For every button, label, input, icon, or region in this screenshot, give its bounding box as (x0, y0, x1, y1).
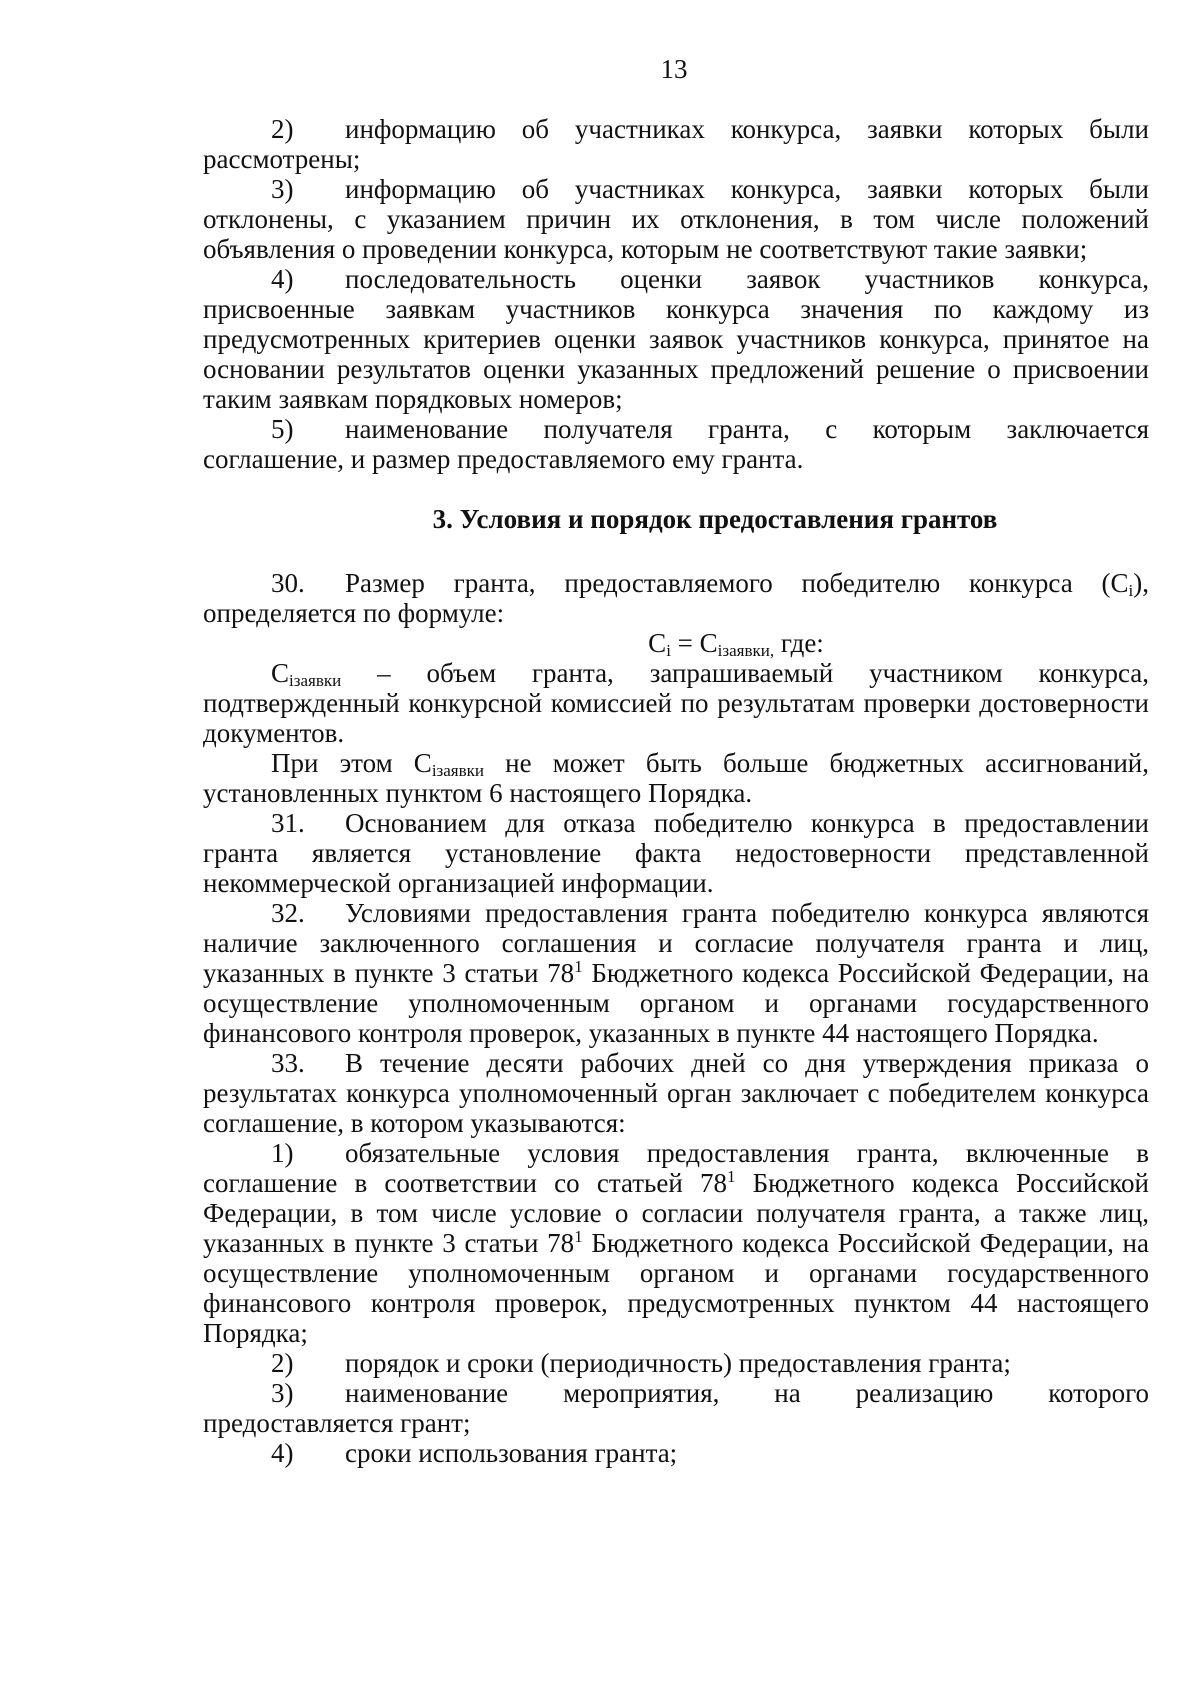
paragraph-text: В течение десяти рабочих дней со дня утверждения приказа о результатах конкурса уполномоченный орган заключает с победителем конкурса соглашение, в котором указываются: (203, 1048, 1149, 1138)
list-item (203, 1138, 1149, 1348)
superscript: 1 (574, 957, 583, 976)
paragraph-number: 30. (271, 568, 305, 598)
list-item-text: обязательные условия предоставления гранта, включенные в соглашение в соответствии со статьей 78 (203, 1138, 1149, 1198)
list-item-number: 5) (271, 414, 294, 444)
subscript: iзаявки, (717, 641, 775, 660)
list-item-text: сроки использования гранта; (345, 1438, 678, 1468)
formula-symbol: С (648, 628, 667, 658)
list-item-number: 2) (271, 1348, 294, 1378)
paragraph-number: 31. (271, 808, 305, 838)
list-item-number: 4) (271, 264, 294, 294)
paragraph-number: 32. (271, 898, 305, 928)
list-item (203, 1438, 1149, 1468)
paragraph-30 (203, 568, 1149, 628)
list-item (203, 1378, 1149, 1438)
paragraph-text: Бюджетного кодекса Российской Федерации, на осуществление уполномоченным органом и органами государственного финансового контроля проверок, указанных в пункте 44 настоящего Порядка. (203, 958, 1149, 1048)
list-item-text: Бюджетного кодекса Российской Федерации, в том числе условие о согласии получателя гранта, а также лиц, указанных в пункте 3 статьи 78 (203, 1168, 1149, 1258)
formula-tail: где: (774, 628, 824, 658)
list-item-number: 4) (271, 1438, 294, 1468)
paragraph-text: ), определяется по формуле: (203, 568, 1149, 628)
paragraph-text: При этом С (271, 748, 432, 778)
formula-symbol: С (271, 658, 290, 688)
list-item (203, 1348, 1149, 1378)
paragraph-text: Условиями предоставления гранта победителю конкурса являются наличие заключенного соглашения и согласие получателя гранта и лиц, указанных в пункте 3 статьи 78 (203, 898, 1149, 988)
paragraph-33 (203, 1048, 1149, 1138)
page-number: 13 (660, 54, 688, 84)
subscript: i (666, 641, 671, 660)
list-item-text: информацию об участниках конкурса, заявки которых были рассмотрены; (203, 114, 1149, 174)
list-item-text: наименование мероприятия, на реализацию которого предоставляется грант; (203, 1378, 1149, 1438)
list-item-text: информацию об участниках конкурса, заявки которых были отклонены, с указанием причин их отклонения, в том числе положений объявления о проведении конкурса, которым не соответствуют такие заявки; (203, 174, 1149, 264)
paragraph-text: Размер гранта, предоставляемого победителю конкурса (С (345, 568, 1129, 598)
section-heading: 3. Условия и порядок предоставления грантов (432, 504, 998, 534)
definition-paragraph (203, 658, 1149, 748)
list-item-number: 1) (271, 1138, 294, 1168)
list-item-text: порядок и сроки (периодичность) предоставления гранта; (345, 1348, 1011, 1378)
paragraph-31 (203, 808, 1149, 898)
list-item-number: 3) (271, 174, 294, 204)
paragraph-text: не может быть больше бюджетных ассигнований, установленных пунктом 6 настоящего Порядка. (203, 748, 1149, 808)
constraint-paragraph (203, 748, 1149, 808)
subscript: iзаявки (431, 761, 485, 780)
list-item (203, 174, 1149, 264)
superscript: 1 (574, 1227, 583, 1246)
paragraph-text: – объем гранта, запрашиваемый участником конкурса, подтвержденный конкурсной комиссией по результатам проверки достоверности документов. (203, 658, 1149, 748)
list-item-text: наименование получателя гранта, с которым заключается соглашение, и размер предоставляемого ему гранта. (203, 414, 1149, 474)
formula (203, 628, 1149, 658)
list-item (203, 414, 1149, 474)
subscript: i (1128, 581, 1134, 600)
document-body (203, 114, 1149, 1468)
list-item-text: последовательность оценки заявок участников конкурса, присвоенные заявкам участников конкурса значения по каждому из предусмотренных критериев оценки заявок участников конкурса, принятое на основании результатов оценки указанных предложений решение о присвоении таким заявкам порядковых номеров; (203, 264, 1149, 414)
formula-equals: = С (670, 628, 718, 658)
list-item (203, 264, 1149, 414)
list-item-text: Бюджетного кодекса Российской Федерации, на осуществление уполномоченным органом и органами государственного финансового контроля проверок, предусмотренных пунктом 44 настоящего Порядка; (203, 1228, 1149, 1348)
list-item-number: 2) (271, 114, 294, 144)
paragraph-number: 33. (271, 1048, 305, 1078)
subscript: iзаявки (289, 671, 342, 690)
paragraph-text: Основанием для отказа победителю конкурса в предоставлении гранта является установление факта недостоверности представленной некоммерческой организацией информации. (203, 808, 1149, 898)
list-item-number: 3) (271, 1378, 294, 1408)
list-item (203, 114, 1149, 174)
superscript: 1 (726, 1167, 736, 1186)
paragraph-32 (203, 898, 1149, 1048)
